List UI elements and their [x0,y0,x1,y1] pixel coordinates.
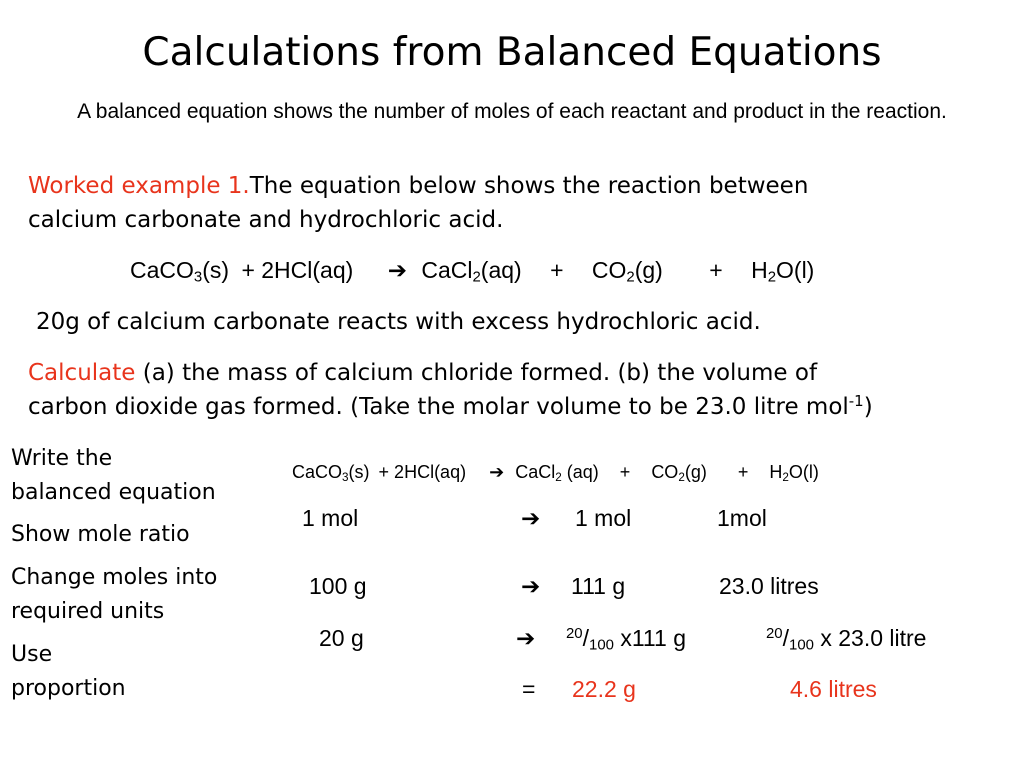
step-write-1: Write the [11,446,113,471]
prop-mid [566,625,686,652]
prop-mid-num: 20 [566,624,583,642]
answer-mass: 22.2 g [572,676,636,702]
statement-text: 20g of calcium carbonate reacts with excess hydrochloric acid. [36,309,761,335]
mass-left: 100 g [309,573,367,599]
seq-h2o-rest: O(l) [788,462,819,482]
worked-example-line-1 [28,169,808,203]
seq-h2o-sub: 2 [782,470,789,484]
eq-h2o-sub: 2 [767,268,777,286]
calculate-text-2: carbon dioxide gas formed. (Take the molar volume to be 23.0 litre mol [28,394,849,420]
calculate-label: Calculate [28,360,136,386]
prop-mid-rest: x111 g [613,625,686,651]
seq-caco3-sub: 3 [342,470,349,484]
worked-example-text-1: The equation below shows the reaction between [249,173,809,199]
mass-mid: 111 g [571,573,626,599]
prop-mid-den: 100 [589,636,614,654]
eq-cacl2-sub: 2 [472,268,481,286]
seq-cacl2-state: (aq) [566,462,599,482]
page-title: Calculations from Balanced Equations [142,30,882,75]
prop-right-slash: / [782,625,790,651]
eq-hcl: + 2HCl(aq) [241,257,354,283]
worked-example-label: Worked example 1. [28,173,250,199]
calculate-line-1 [28,356,817,390]
mol-mid: 1 mol [575,505,632,531]
eq-co2-state: (g) [634,257,663,283]
prop-right-den: 100 [789,636,814,654]
seq-co2: CO [651,462,679,482]
mass-right: 23.0 litres [719,573,819,599]
step-write-2: balanced equation [11,480,216,505]
step-ratio: Show mole ratio [11,522,190,547]
arrow-icon: ➔ [521,573,541,599]
eq-caco3-sub: 3 [193,268,203,286]
eq-plus-2: + [709,257,723,283]
seq-plus-2: + [737,462,749,482]
step-use-1: Use [11,642,53,667]
eq-co2: CO [591,257,627,283]
calculate-line-2 [28,390,873,424]
worked-example-line-2: calcium carbonate and hydrochloric acid. [28,207,504,233]
eq-plus-1: + [550,257,564,283]
seq-caco3-state: (s) [348,462,370,482]
seq-caco3: CaCO [292,462,343,482]
eq-cacl2: CaCl [421,257,473,283]
arrow-icon: ➔ [387,257,407,283]
seq-co2-sub: 2 [678,470,685,484]
step-change-1: Change moles into [11,565,218,590]
arrow-icon: ➔ [489,462,505,482]
step-use-2: proportion [11,676,126,701]
arrow-icon: ➔ [521,505,541,531]
prop-left: 20 g [319,625,364,651]
step-change-2: required units [11,599,165,624]
prop-right-num: 20 [766,624,783,642]
eq-caco3-state: (s) [202,257,230,283]
seq-hcl: + 2HCl(aq) [378,462,467,482]
arrow-icon: ➔ [516,625,536,651]
answer-volume: 4.6 litres [790,676,877,702]
eq-h2o-rest: O(l) [776,257,815,283]
eq-co2-sub: 2 [626,268,635,286]
prop-right-rest: x 23.0 litre [813,625,927,651]
small-equation [292,462,819,483]
prop-mid-slash: / [582,625,590,651]
equals-sign: = [522,676,536,702]
calculate-sup: -1 [848,391,864,410]
seq-cacl2-sub: 2 [555,470,562,484]
calculate-close: ) [863,394,873,420]
seq-co2-state: (g) [684,462,707,482]
mol-right: 1mol [717,505,767,531]
mol-left: 1 mol [302,505,359,531]
eq-cacl2-state: (aq) [480,257,522,283]
calculate-text-1: (a) the mass of calcium chloride formed. (b) the volume of [142,360,818,386]
prop-right [766,625,926,652]
main-equation [130,257,814,284]
eq-caco3: CaCO [130,257,194,283]
seq-cacl2: CaCl [515,462,556,482]
eq-h2o: H [751,257,768,283]
intro-text: A balanced equation shows the number of moles of each reactant and product in the reaction. [77,100,947,123]
seq-plus-1: + [619,462,631,482]
seq-h2o: H [769,462,783,482]
